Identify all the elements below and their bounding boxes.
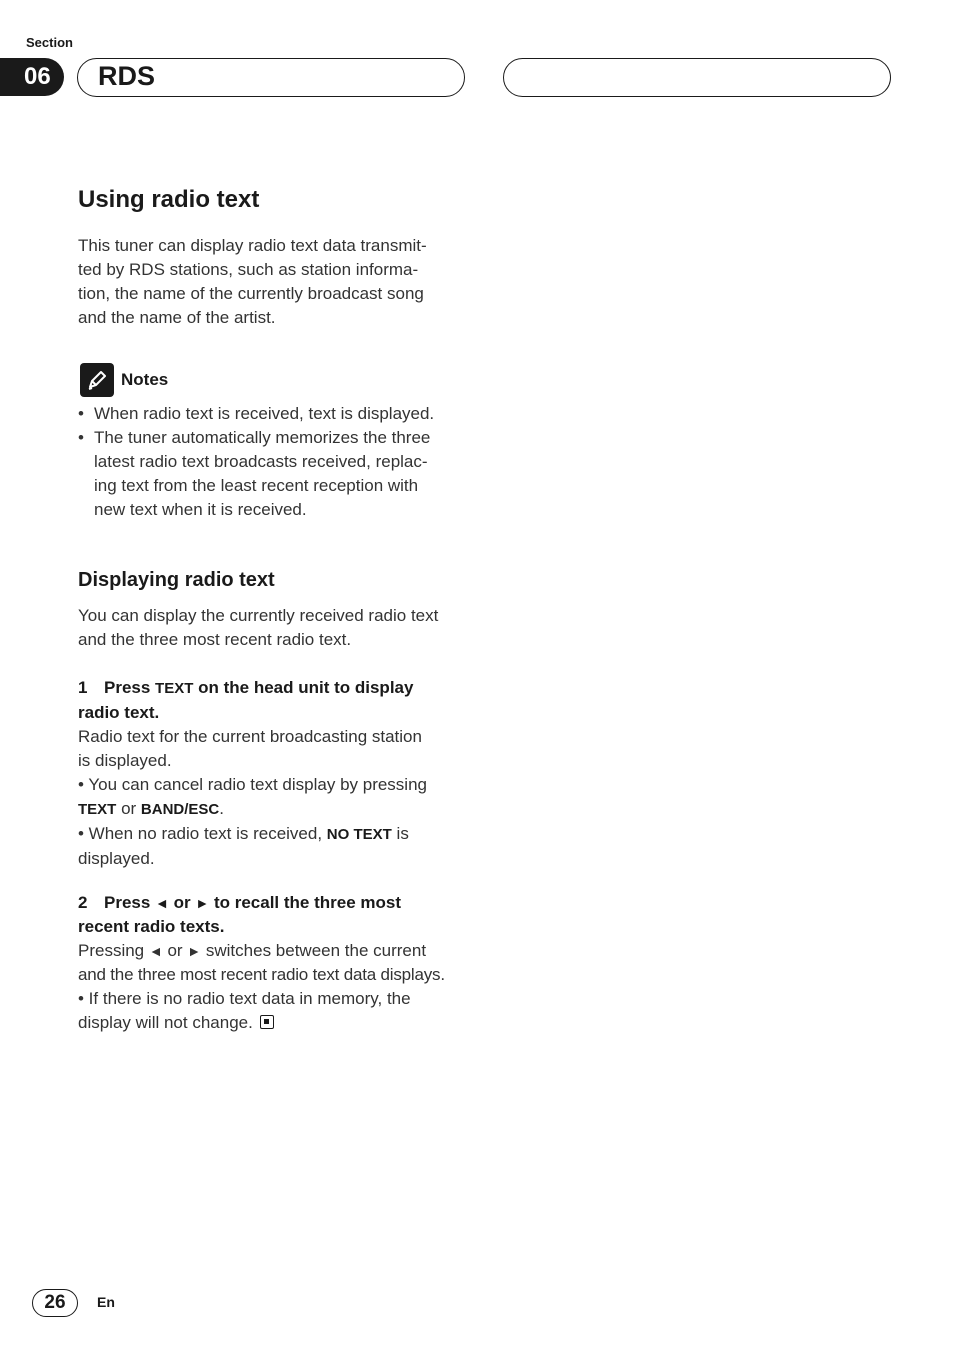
bullet-text: is	[391, 824, 409, 843]
step-2-description	[78, 939, 478, 1035]
end-of-section-icon	[260, 1015, 274, 1029]
note-line: ing text from the least recent reception with	[94, 476, 419, 495]
step-1-heading	[78, 676, 468, 701]
band-esc-key-label: BAND/ESC	[140, 801, 220, 818]
right-arrow-icon: ►	[195, 895, 210, 911]
sub-intro-line: You can display the currently received radio text	[78, 606, 439, 625]
section-label: Section	[26, 35, 73, 50]
sub-intro-line: and the three most recent radio text.	[78, 630, 352, 649]
bullet-text: display will not change.	[78, 1013, 253, 1032]
list-item	[78, 426, 468, 522]
step-1-heading-line2: radio text.	[78, 703, 160, 722]
page-number: 26	[44, 1292, 66, 1313]
list-item	[78, 402, 468, 426]
no-text-display-label: NO TEXT	[326, 826, 392, 843]
note-line: • The tuner automatically memorizes the three	[94, 428, 431, 447]
right-arrow-icon: ►	[187, 943, 202, 959]
empty-header-box	[503, 58, 891, 97]
text-key-label: TEXT	[155, 680, 194, 697]
step-text: on the head unit to display	[193, 678, 414, 697]
note-line: new text when it is received.	[94, 500, 307, 519]
intro-line: ted by RDS stations, such as station informa-	[78, 260, 419, 279]
section-number: 06	[24, 63, 51, 90]
step-number: 1	[78, 678, 88, 697]
step-2-heading-line2: recent radio texts.	[78, 917, 225, 936]
sub-intro-paragraph	[78, 604, 468, 652]
bullet-line: displayed.	[78, 849, 155, 868]
description-text: switches between the current	[201, 941, 427, 960]
language-code: En	[97, 1294, 115, 1310]
description-line	[78, 939, 478, 963]
note-line: • When radio text is received, text is displayed.	[94, 404, 435, 423]
step-number: 2	[78, 893, 88, 912]
description-line: Radio text for the current broadcasting station	[78, 727, 422, 746]
bullet-line: • If there is no radio text data in memory, the	[78, 989, 411, 1008]
intro-line: and the name of the artist.	[78, 308, 276, 327]
description-text: or	[162, 941, 188, 960]
bullet-line	[78, 822, 468, 847]
bullet-line: • You can cancel radio text display by pressing	[78, 775, 427, 794]
pencil-icon	[80, 363, 114, 397]
step-text: Press	[104, 678, 156, 697]
intro-line: This tuner can display radio text data transmit-	[78, 236, 427, 255]
bullet-text: • When no radio text is received,	[78, 824, 327, 843]
bullet-line	[78, 1011, 478, 1035]
step-text: or	[168, 893, 196, 912]
section-title-box	[77, 58, 465, 97]
bullet-line	[78, 797, 468, 822]
page-heading: Using radio text	[78, 186, 260, 213]
intro-paragraph	[78, 234, 468, 330]
description-line: is displayed.	[78, 751, 172, 770]
page-number-badge	[32, 1289, 78, 1317]
intro-line: tion, the name of the currently broadcast song	[78, 284, 424, 303]
subheading: Displaying radio text	[78, 569, 275, 591]
step-text: to recall the three most	[209, 893, 401, 912]
step-text: Press	[104, 893, 156, 912]
text-key-label: TEXT	[78, 801, 117, 818]
notes-list	[78, 402, 468, 522]
notes-label: Notes	[121, 370, 169, 389]
left-arrow-icon: ◄	[155, 895, 169, 911]
step-1	[78, 676, 468, 871]
step-1-description	[78, 725, 468, 871]
notes-header	[80, 363, 168, 397]
section-number-tab	[0, 58, 64, 96]
left-arrow-icon: ◄	[148, 943, 163, 959]
description-line: and the three most recent radio text data displays.	[78, 965, 445, 984]
step-2-heading	[78, 891, 478, 915]
section-title: RDS	[98, 61, 156, 91]
punctuation: .	[219, 799, 224, 818]
description-text: Pressing	[78, 941, 149, 960]
note-line: latest radio text broadcasts received, replac-	[94, 452, 428, 471]
step-2	[78, 891, 478, 1035]
connector-text: or	[116, 799, 141, 818]
